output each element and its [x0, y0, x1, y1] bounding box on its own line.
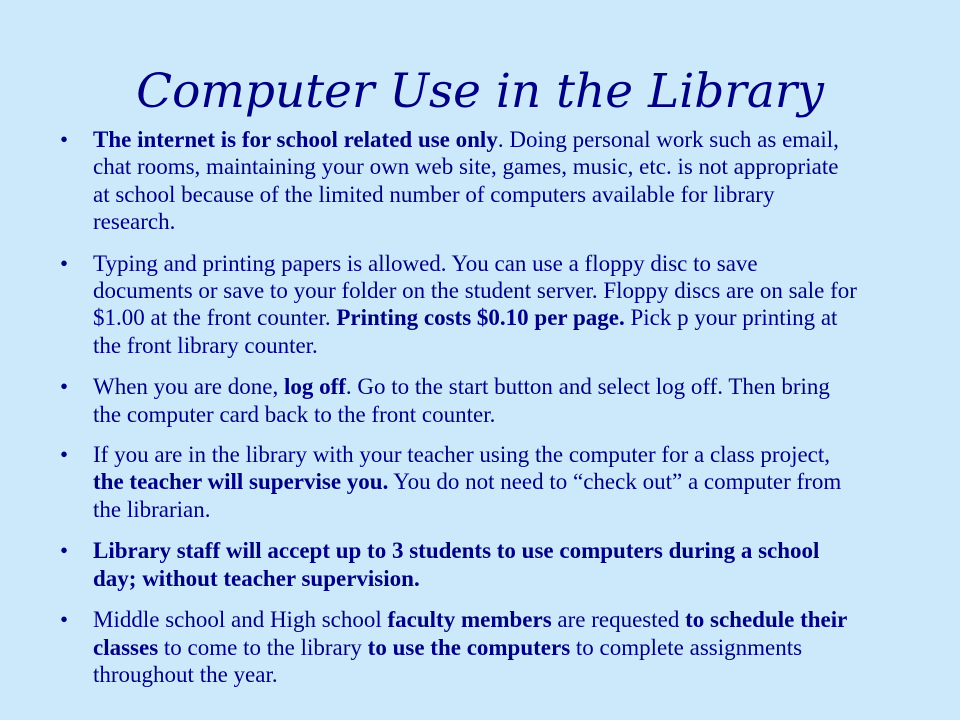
plain-text: Pick p your printing at the front library counter.: [93, 305, 838, 358]
bullet-dot: •: [60, 374, 69, 400]
bullet-text: [93, 538, 819, 590]
bullet-dot: •: [60, 250, 69, 276]
bold-text: faculty members: [387, 607, 552, 633]
plain-text: . Doing personal work such as email, chat rooms, maintaining your own web site, games, music, etc. is not appropriate at school because of the limited number of computers available for library research.: [93, 127, 839, 235]
bullet-dot: •: [60, 442, 69, 468]
bullet-text: [93, 374, 830, 426]
slide-title: Computer Use in the Library: [136, 64, 824, 119]
plain-text: to complete assignments throughout the year.: [93, 634, 803, 687]
bullet-item: [60, 126, 860, 236]
plain-text: Typing and printing papers is allowed. You can use a floppy disc to save documents or save to your folder on the student server. Floppy discs are on sale for $1.00 at the front counter.: [93, 250, 857, 331]
bullet-item: [60, 537, 860, 592]
bullet-text: [93, 127, 839, 234]
bullet-text: [93, 442, 841, 522]
plain-text: . Go to the start button and select log off. Then bring the computer card back to the front counter.: [93, 374, 830, 427]
bullet-text: [93, 607, 847, 687]
bullet-item: [60, 441, 860, 523]
plain-text: to come to the library: [158, 634, 368, 660]
plain-text: If you are in the library with your teacher using the computer for a class project,: [93, 442, 831, 468]
bullet-text: [93, 251, 857, 358]
bold-text: Printing costs $0.10 per page.: [336, 305, 625, 331]
bold-text: the teacher will supervise you.: [93, 469, 389, 495]
bullet-list: [60, 126, 860, 702]
bold-text: to use the computers: [367, 634, 571, 660]
bold-text: The internet is for school related use only: [93, 127, 498, 152]
bullet-item: [60, 373, 860, 428]
bullet-dot: •: [60, 607, 69, 633]
bullet-item: [60, 606, 860, 688]
plain-text: You do not need to “check out” a computer from the librarian.: [93, 469, 842, 522]
plain-text: are requested: [551, 607, 686, 633]
bold-text: to schedule their classes: [93, 607, 847, 660]
bold-text: log off: [283, 374, 346, 400]
plain-text: Middle school and High school: [93, 607, 388, 633]
plain-text: When you are done,: [93, 374, 284, 400]
bullet-dot: •: [60, 127, 69, 152]
bullet-dot: •: [60, 538, 69, 564]
bullet-item: [60, 250, 860, 360]
bold-text: Library staff will accept up to 3 students to use computers during a school day; without teacher supervision.: [93, 538, 820, 591]
